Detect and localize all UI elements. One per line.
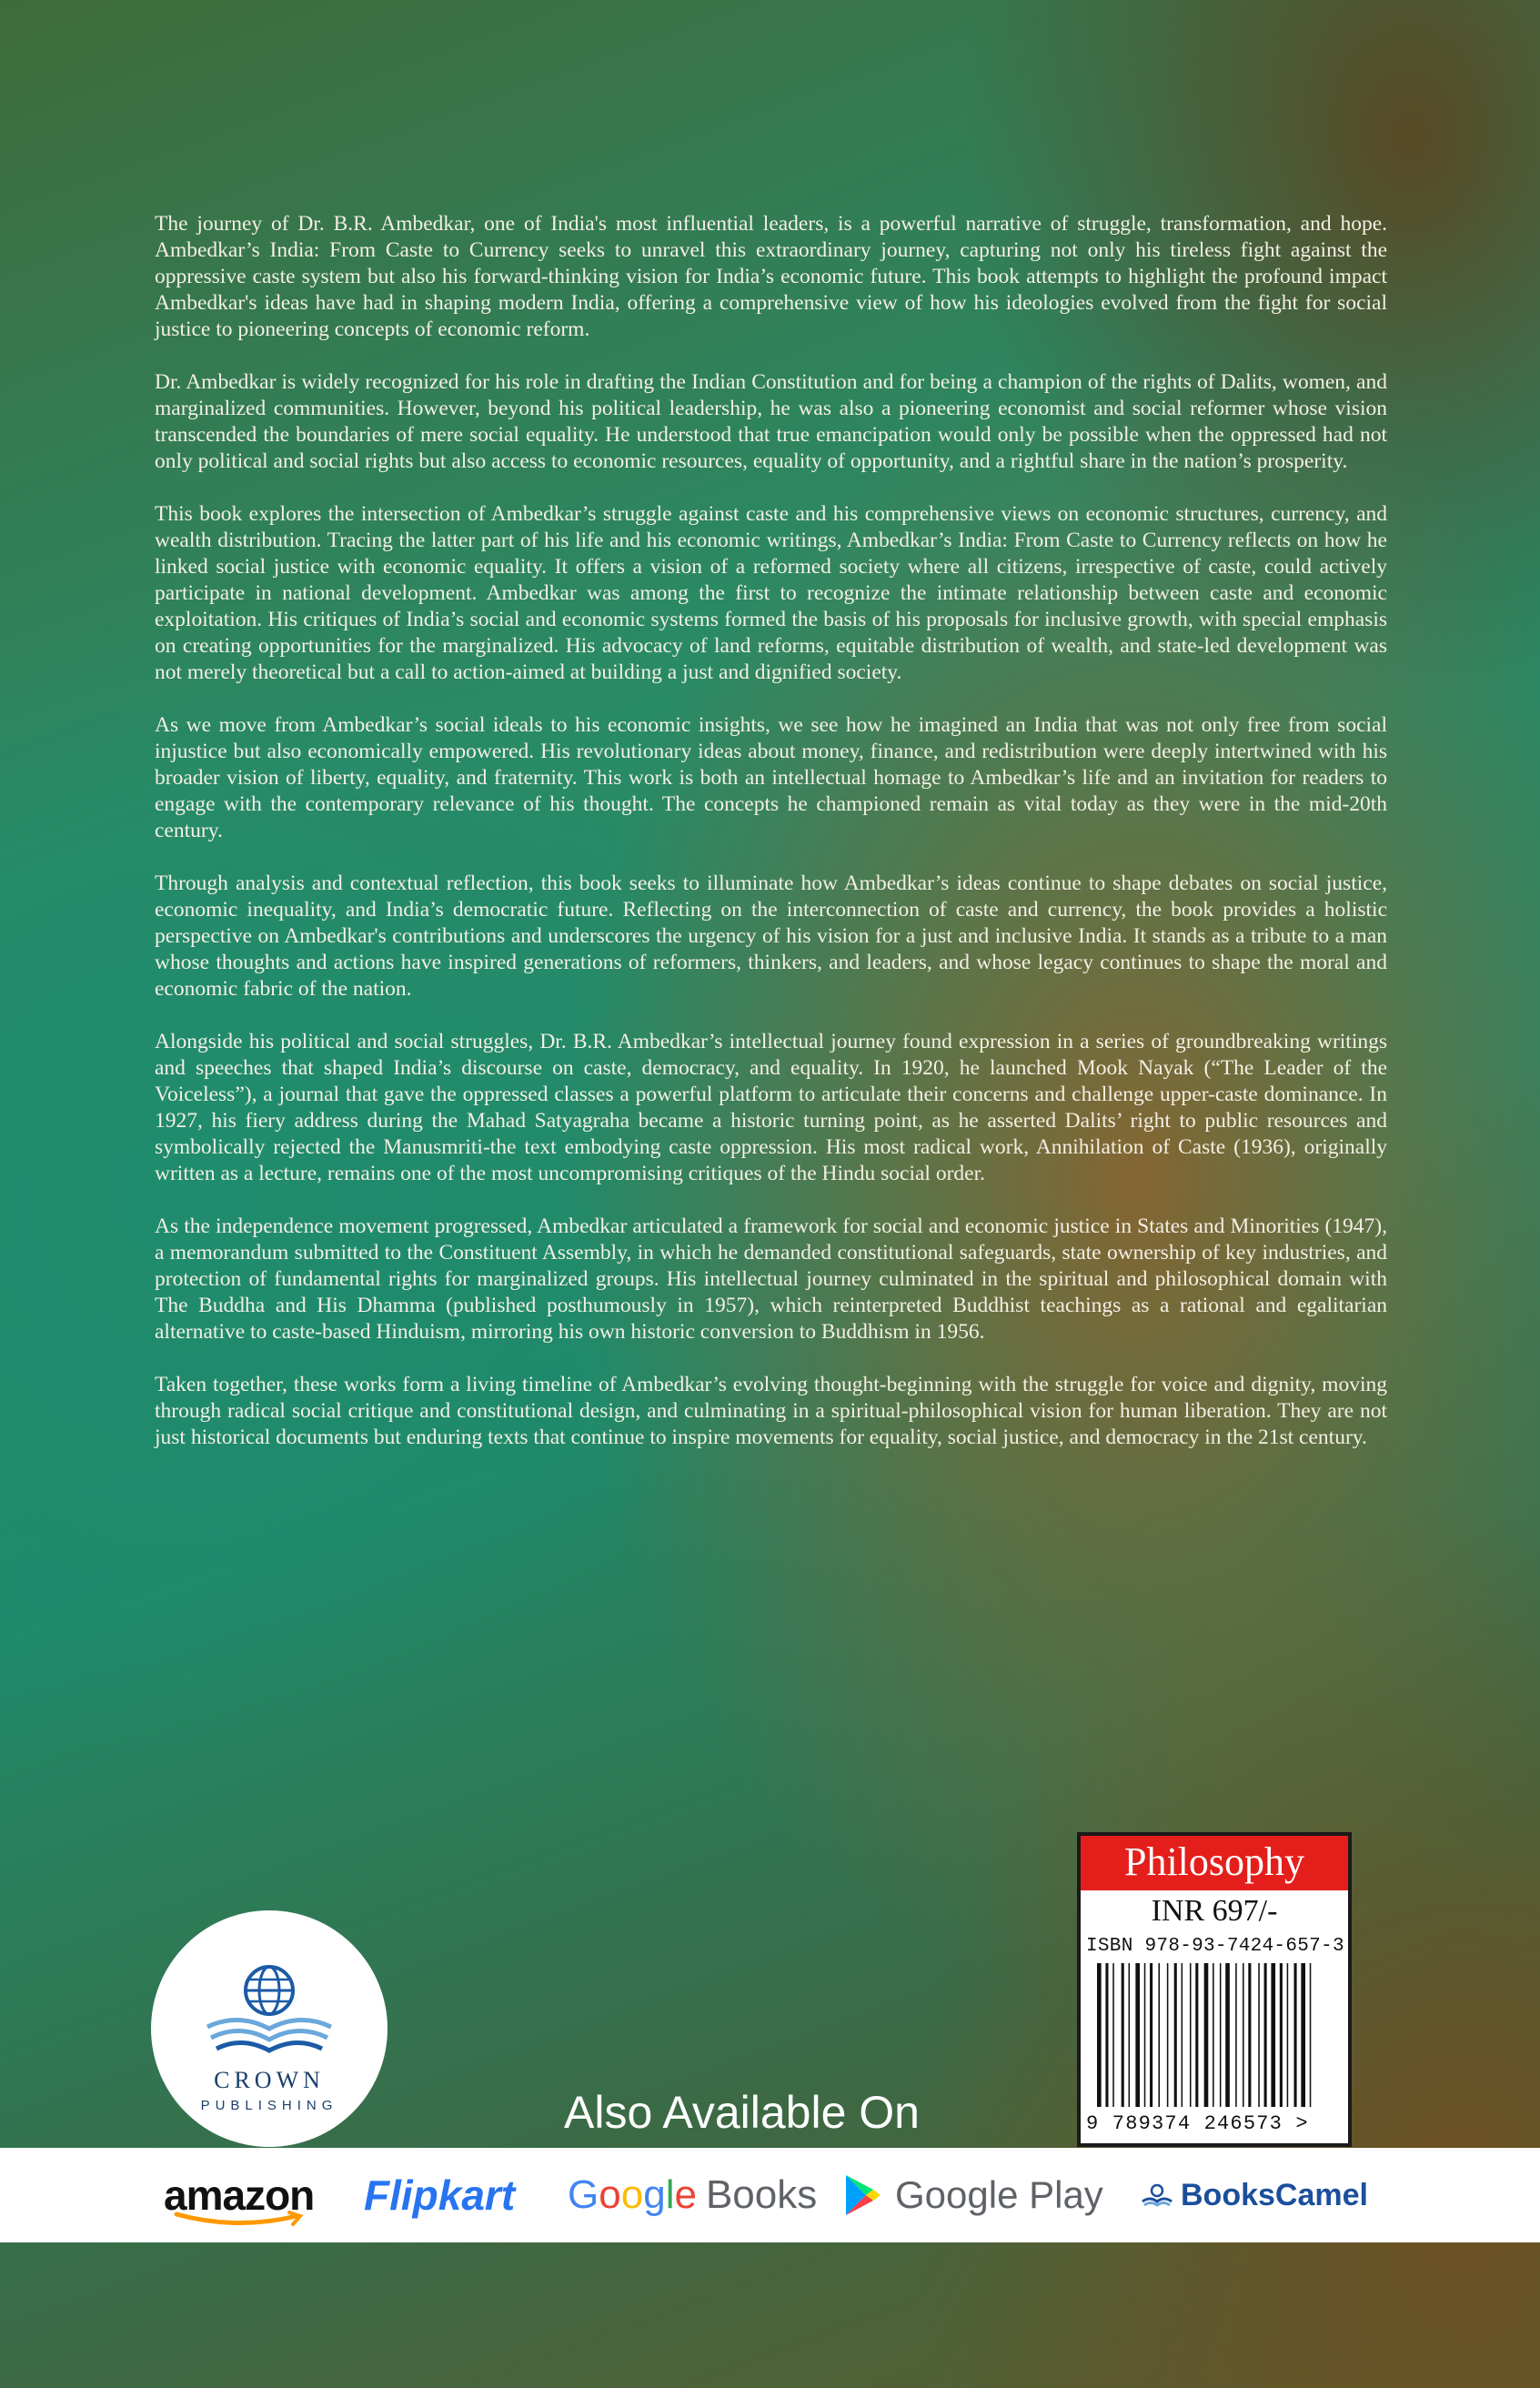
publisher-subname: PUBLISHING xyxy=(200,2098,338,2113)
back-cover-description xyxy=(155,211,1387,1477)
description-paragraph: Through analysis and contextual reflection, this book seeks to illuminate how Ambedkar’s ideas continue to shape debates on social justice, economic inequality, and India’s democratic future. Reflecting on the interconnection of caste and currency, the book provides a holistic perspective on Ambedkar's contributions and underscores the urgency of his vision for a just and inclusive India. It stands as a tribute to a man whose thoughts and actions have inspired generations of reformers, thinkers, and leaders, and whose legacy continues to shape the moral and economic fabric of the nation. xyxy=(155,872,1387,1001)
barcode-bar xyxy=(1287,1963,1289,2107)
barcode-bar xyxy=(1294,1963,1297,2107)
google-books-letter: e xyxy=(674,2172,697,2217)
isbn-label: ISBN 978-93-7424-657-3 xyxy=(1086,1936,1344,1957)
barcode-bar xyxy=(1182,1963,1183,2107)
barcode-bar xyxy=(1174,1963,1177,2107)
price-isbn-box xyxy=(1077,1832,1352,2147)
barcode-bar xyxy=(1220,1963,1222,2107)
google-books-letter: o xyxy=(620,2172,644,2217)
barcode-bar xyxy=(1280,1963,1283,2107)
google-books-suffix: Books xyxy=(705,2172,818,2217)
bookscamel-wordmark: BooksCamel xyxy=(1181,2177,1368,2212)
description-paragraph: The journey of Dr. B.R. Ambedkar, one of India's most influential leaders, is a powerful narrative of struggle, transformation, and hope. Ambedkar’s India: From Caste to Currency seeks to unravel this extraordinary journey, capturing not only his tireless fight against the oppressive caste system but also his forward-thinking vision for India’s economic future. This book attempts to highlight the profound impact Ambedkar's ideas have had in shaping modern India, offering a comprehensive view of how his ideologies evolved from the fight for social justice to pioneering concepts of economic reform. xyxy=(155,212,1387,341)
description-paragraph: Dr. Ambedkar is widely recognized for his role in drafting the Indian Constitution and for being a champion of the rights of Dalits, women, and marginalized communities. However, beyond his political leadership, he was also a pioneering economist and social reformer whose vision transcended the boundaries of mere social equality. He understood that true emancipation would only be possible when the oppressed had not only political and social rights but also access to economic resources, equality of opportunity, and a rightful share in the nation’s prosperity. xyxy=(155,370,1387,473)
flipkart-logo xyxy=(364,2148,515,2242)
barcode-bar xyxy=(1243,1963,1244,2107)
barcode-bar xyxy=(1195,1963,1198,2107)
amazon-logo xyxy=(164,2148,314,2242)
barcode-bar xyxy=(1301,1963,1305,2107)
google-play-logo xyxy=(842,2148,1103,2242)
publisher-name: CROWN xyxy=(214,2067,325,2093)
play-triangle-icon xyxy=(842,2173,882,2217)
barcode-bar xyxy=(1167,1963,1169,2107)
amazon-wordmark: amazon xyxy=(164,2171,315,2219)
barcode-bar xyxy=(1135,1963,1140,2107)
description-paragraph: This book explores the intersection of Ambedkar’s struggle against caste and his comprehensive views on economic structures, currency, and wealth distribution. Tracing the latter part of his life and his economic writings, Ambedkar’s India: From Caste to Currency reflects on how he linked social justice with economic equality. It offers a vision of a reformed society where all citizens, irrespective of caste, could actively participate in national development. Ambedkar was among the first to recognize the intimate relationship between caste and economic exploitation. His critiques of India’s social and economic systems formed the basis of his proposals for inclusive growth, with special emphasis on creating opportunities for the marginalized. His advocacy of land reforms, equitable distribution of wealth, and state-led development was not merely theoretical but a call to action-aimed at building a just and dignified society. xyxy=(155,502,1387,684)
barcode-bar xyxy=(1112,1963,1114,2107)
barcode-bar xyxy=(1204,1963,1209,2107)
google-books-letter: l xyxy=(665,2172,675,2217)
barcode-bar xyxy=(1144,1963,1146,2107)
barcode-bar xyxy=(1213,1963,1214,2107)
description-paragraph: As the independence movement progressed, Ambedkar articulated a framework for social and economic justice in States and Minorities (1947), a memorandum submitted to the Constituent Assembly, in which he demanded constitutional safeguards, state ownership of key industries, and protection of fundamental rights for marginalized groups. His intellectual journey culminated in the spiritual and philosophical domain with The Buddha and His Dhamma (published posthumously in 1957), which reinterpreted Buddhist teachings as a rational and egalitarian alternative to caste-based Hinduism, mirroring his own historic conversion to Buddhism in 1956. xyxy=(155,1214,1387,1344)
barcode-bar xyxy=(1190,1963,1192,2107)
publisher-logo xyxy=(151,1910,388,2147)
barcode-bar xyxy=(1122,1963,1124,2107)
genre-label: Philosophy xyxy=(1081,1836,1348,1890)
google-play-wordmark: Google Play xyxy=(895,2173,1103,2216)
barcode-bar xyxy=(1248,1963,1251,2107)
google-books-letter: o xyxy=(599,2172,621,2217)
also-available-heading: Also Available On xyxy=(564,2087,920,2138)
barcode-bar xyxy=(1310,1963,1312,2107)
bookscamel-logo xyxy=(1141,2148,1368,2242)
amazon-smile-icon xyxy=(173,2211,309,2229)
barcode-bar xyxy=(1271,1963,1275,2107)
barcode-bar xyxy=(1258,1963,1260,2107)
barcode-bar xyxy=(1150,1963,1152,2107)
google-books-letter: G xyxy=(568,2172,599,2217)
open-book-icon xyxy=(1141,2181,1173,2209)
barcode-bar xyxy=(1235,1963,1237,2107)
barcode xyxy=(1097,1963,1339,2109)
store-logos-band xyxy=(0,2148,1540,2242)
barcode-bar xyxy=(1264,1963,1267,2107)
description-paragraph: Alongside his political and social struggles, Dr. B.R. Ambedkar’s intellectual journey found expression in a series of groundbreaking writings and speeches that shaped India’s discourse on caste, democracy, and equality. In 1920, he launched Mook Nayak (“The Leader of the Voiceless”), a journal that gave the oppressed classes a powerful platform to articulate their concerns and challenge upper-caste dominance. In 1927, his fiery address during the Mahad Satyagraha became a historic turning point, as he asserted Dalits’ right to public resources and symbolically rejected the Manusmriti-the text embodying caste oppression. His most radical work, Annihilation of Caste (1936), originally written as a lecture, remains one of the most uncompromising critiques of the Hindu social order. xyxy=(155,1030,1387,1185)
description-paragraph: As we move from Ambedkar’s social ideals to his economic insights, we see how he imagined an India that was not only free from social injustice but also economically empowered. His revolutionary ideas about money, finance, and redistribution were deeply intertwined with his broader vision of liberty, equality, and fraternity. This work is both an intellectual homage to Ambedkar’s life and an invitation for readers to engage with the contemporary relevance of his thought. The concepts he championed remain as vital today as they were in the mid-20th century. xyxy=(155,713,1387,842)
google-books-letter: g xyxy=(643,2172,666,2217)
barcode-bar xyxy=(1105,1963,1108,2107)
google-books-logo xyxy=(568,2148,817,2242)
description-paragraph: Taken together, these works form a living timeline of Ambedkar’s evolving thought-beginning with the struggle for voice and dignity, moving through radical social critique and constitutional design, and culminating in a spiritual-philosophical vision for human liberation. They are not just historical documents but enduring texts that continue to inspire movements for equality, social justice, and democracy in the 21st century. xyxy=(155,1373,1387,1449)
flipkart-wordmark: Flipkart xyxy=(364,2171,516,2219)
barcode-bar xyxy=(1129,1963,1131,2107)
barcode-bar xyxy=(1097,1963,1102,2107)
barcode-bar xyxy=(1225,1963,1230,2107)
barcode-bar xyxy=(1158,1963,1160,2107)
barcode-digits: 9 789374 246573 > xyxy=(1086,2112,1309,2135)
price-label: INR 697/- xyxy=(1151,1894,1278,1928)
